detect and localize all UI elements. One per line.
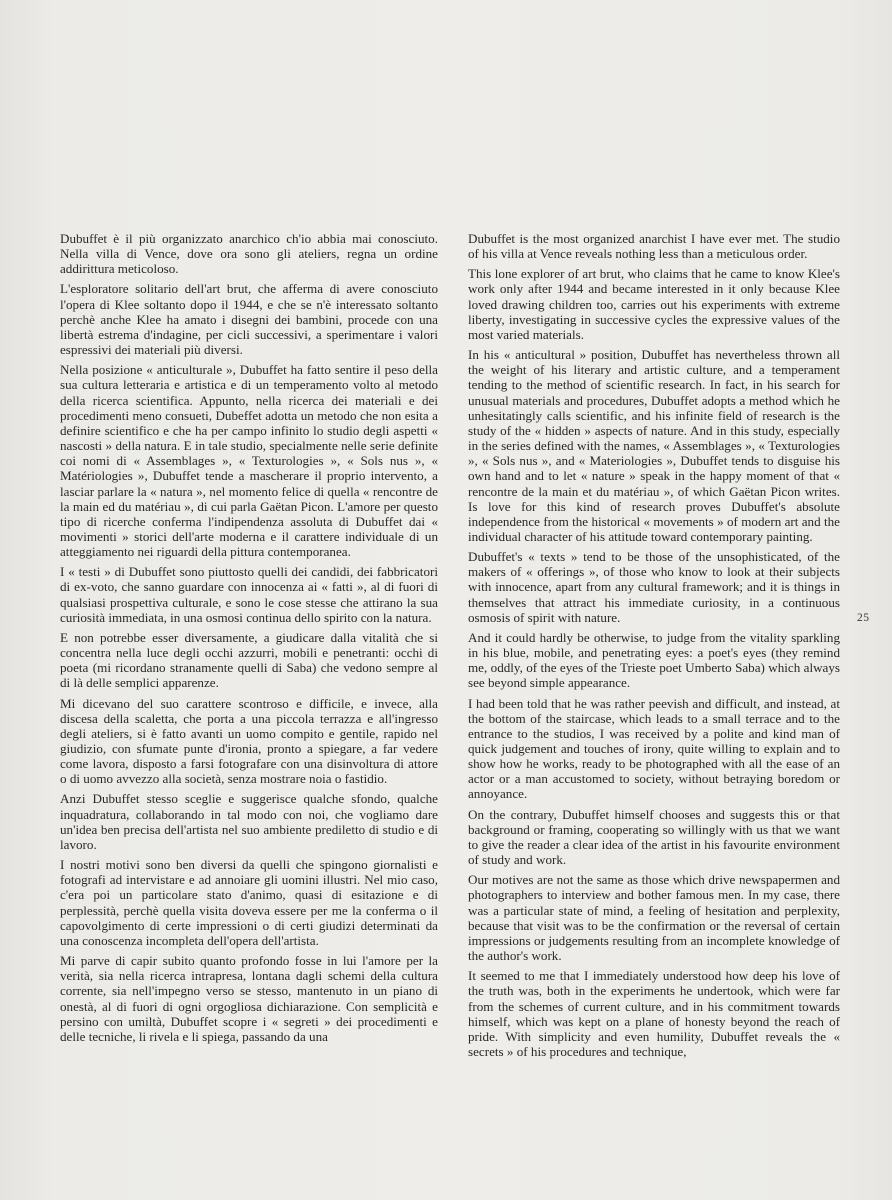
italian-paragraph-3: Nella posizione « anticulturale », Dubuffet ha fatto sentire il peso della sua cultura letteraria e artistica e di un temperamento volto al metodo della ricerca scientifica. Appunto, nella ricerca dei materiali e dei procedimenti meno consueti, Dubeffet adotta un metodo che non esita a definire scientifico e che ha per campo infinito lo studio degli aspetti « nascosti » della natura. E in tale studio, specialmente nelle serie definite coi nomi di « Assemblages », « Texturologies », « Sols nus », « Matériologies », Dubuffet tende a mascherare il proprio intervento, a lasciar parlare la « natura », nel momento felice di quella « rencontre de la main ed du matériau », di cui parla Gaëtan Picon. L'amore per questo tipo di ricerche conferma l'indipendenza assoluta di Dubuffet dai « movimenti » storici dell'arte moderna e il carattere individuale di un atteggiamento nei riguardi della pittura contemporanea. bbox=[60, 362, 438, 560]
italian-paragraph-9: Mi parve di capir subito quanto profondo fosse in lui l'amore per la verità, sia nella ricerca intrapresa, lontana dagli schemi della cultura corrente, sia nell'impegno verso se stesso, mantenuto in un piano di onestà, al di fuori di ogni orgogliosa dichiarazione. Con semplicità e persino con umiltà, Dubuffet scopre i « segreti » dei procedimenti e delle tecniche, li rivela e li spiega, passando da una bbox=[60, 953, 438, 1044]
english-paragraph-3: In his « anticultural » position, Dubuffet has nevertheless thrown all the weight of his literary and artistic culture, and a temperament tending to the method of scientific research. In fact, in his search for unusual materials and procedures, Dubuffet adopts a method which he unhesitatingly calls scientific, and his infinite field of research is the study of the « hidden » aspects of nature. And in this study, especially in the series defined with the names, « Assemblages », « Texturologies », « Sols nus », and « Materiologies », Dubuffet tends to disguise his own hand and to let « nature » speak in the happy moment of that « rencontre de la main et du matériau », of which Gaëtan Picon writes. Is love for this kind of research proves Dubuffet's absolute independence from the historical « movements » of modern art and the individual character of his attitude toward contemporary painting. bbox=[468, 347, 840, 544]
italian-paragraph-7: Anzi Dubuffet stesso sceglie e suggerisce qualche sfondo, qualche inquadratura, collaborando in tal modo con noi, che vogliamo dare un'idea ben precisa dell'artista nel suo ambiente prediletto di studio e di lavoro. bbox=[60, 791, 438, 852]
english-paragraph-1: Dubuffet is the most organized anarchist I have ever met. The studio of his villa at Vence reveals nothing less than a meticulous order. bbox=[468, 231, 840, 262]
english-paragraph-7: On the contrary, Dubuffet himself chooses and suggests this or that background or framing, cooperating so willingly with us that we want to give the reader a clear idea of the artist in his favourite environment of study and work. bbox=[468, 806, 840, 868]
italian-paragraph-2: L'esploratore solitario dell'art brut, che afferma di avere conosciuto l'opera di Klee soltanto dopo il 1944, e che se n'è interessato soltanto perchè anche Klee ha amato i disegni dei bambini, procede con una libertà estrema d'indagine, per cicli successivi, a sperimentare i valori espressivi dei materiali più diversi. bbox=[60, 281, 438, 358]
italian-paragraph-8: I nostri motivi sono ben diversi da quelli che spingono giornalisti e fotografi ad intervistare e ad annoiare gli uomini illustri. Nel mio caso, c'era poi un particolare stato d'animo, quasi di esitazione e di perplessità, perchè quella visita doveva essere per me la conferma o il capovolgimento di certe impressioni o di certi giudizi determinati da una conoscenza incompleta dell'opera dell'artista. bbox=[60, 857, 438, 948]
english-paragraph-8: Our motives are not the same as those which drive newspapermen and photographers to interview and bother famous men. In my case, there was a particular state of mind, a feeling of hesitation and perplexity, because that visit was to be the confirmation or the reversal of certain impressions or judgements resulting from an incomplete knowledge of the author's work. bbox=[468, 872, 840, 964]
italian-paragraph-1: Dubuffet è il più organizzato anarchico ch'io abbia mai conosciuto. Nella villa di Vence, dove ora sono gli ateliers, regna un ordine addirittura meticoloso. bbox=[60, 231, 438, 277]
english-paragraph-6: I had been told that he was rather peevish and difficult, and instead, at the bottom of the staircase, which leads to a small terrace and to the entrance to the studios, I was received by a polite and kind man of quick judgement and touches of irony, quite willing to explain and to show how he works, ready to be photographed with all the ease of an actor or a man accustomed to society, without betraying boredom or annoyance. bbox=[468, 695, 840, 802]
page-number: 25 bbox=[857, 612, 870, 624]
italian-text-column bbox=[60, 231, 438, 1161]
english-paragraph-9: It seemed to me that I immediately understood how deep his love of the truth was, both in the experiments he undertook, which were far from the schemes of current culture, and in his commitment towards himself, which was kept on a plane of honesty beyond the reach of pride. With simplicity and even humility, Dubuffet reveals the « secrets » of his procedures and technique, bbox=[468, 968, 840, 1059]
english-paragraph-2: This lone explorer of art brut, who claims that he came to know Klee's work only after 1944 and became interested in it only because Klee loved drawing children too, carries out his experiments with extreme liberty, investigating in successive cycles the expressive values of the most varied materials. bbox=[468, 266, 840, 342]
english-paragraph-4: Dubuffet's « texts » tend to be those of the unsophisticated, of the makers of « offerings », of those who know to look at their subjects with innocence, apart from any cultural framework; and it is things in themselves that attract his immediate curiosity, in a continuous osmosis of spirit with nature. bbox=[468, 549, 840, 625]
english-text-column bbox=[468, 231, 840, 1161]
english-paragraph-5: And it could hardly be otherwise, to judge from the vitality sparkling in his blue, mobile, and penetrating eyes: a poet's eyes (they remind me, oddly, of the eyes of the Trieste poet Umberto Saba) which always see beyond simple appearance. bbox=[468, 629, 840, 691]
italian-paragraph-4: I « testi » di Dubuffet sono piuttosto quelli dei candidi, dei fabbricatori di ex-voto, che sanno guardare con innocenza ai « fatti », al di fuori di qualsiasi prospettiva culturale, e sono le cose stesse che attirano la sua curiosità immediata, in una osmosi continua dello spirito con la natura. bbox=[60, 564, 438, 625]
italian-paragraph-6: Mi dicevano del suo carattere scontroso e difficile, e invece, alla discesa della scaletta, che porta a una piccola terrazza e all'ingresso degli ateliers, si è fatto avanti un uomo compito e gentile, rapido nel giudizio, con sfumate punte d'ironia, pronto a spiegare, a far vedere come lavora, disposto a farsi fotografare con una disinvoltura di attore o di uomo avvezzo alla società, senza mostrare noia o fastidio. bbox=[60, 695, 438, 787]
italian-paragraph-5: E non potrebbe esser diversamente, a giudicare dalla vitalità che si concentra nella luce degli occhi azzurri, mobili e penetranti: occhi di poeta (mi ricordano stranamente quelli di Saba) che vedono sempre al di là delle semplici apparenze. bbox=[60, 629, 438, 691]
